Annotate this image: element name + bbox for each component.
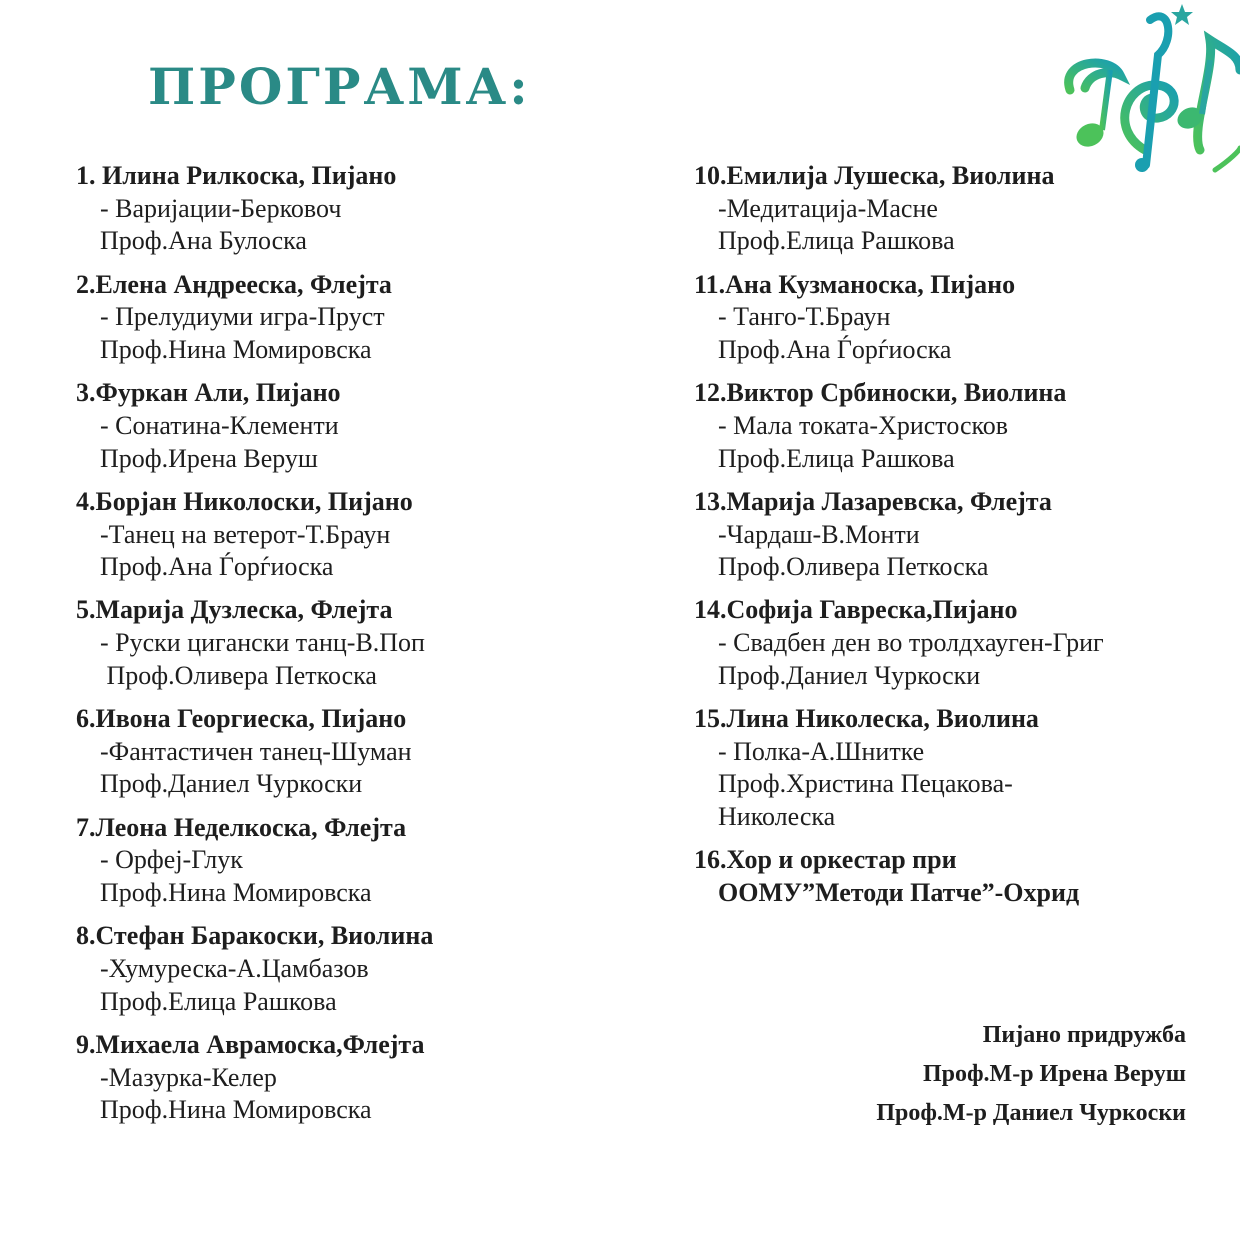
piece: - Мала токата-Христосков	[718, 410, 1009, 440]
piece: -Мазурка-Келер	[100, 1062, 277, 1092]
program-item	[76, 703, 636, 801]
teacher: Проф.Оливера Петкоска	[100, 660, 377, 690]
program-item	[76, 594, 636, 692]
program-item	[694, 703, 1214, 834]
piece: - Сонатина-Клементи	[100, 410, 339, 440]
performer: 1. Илина Рилкоска, Пијано	[76, 161, 397, 190]
program-item	[76, 486, 636, 584]
piece: -Медитација-Масне	[718, 193, 938, 223]
piece: -Фантастичен танец-Шуман	[100, 736, 412, 766]
teacher: Проф.Нина Момировска	[100, 335, 372, 365]
piece: - Полка-А.Шнитке	[718, 736, 925, 766]
program-item	[76, 377, 636, 475]
page-title: ПРОГРАМА:	[148, 57, 531, 116]
performer: 9.Михаела Аврамоска,Флејта	[76, 1029, 425, 1059]
program-column-right	[694, 160, 1214, 920]
piece: - Варијации-Берковоч	[100, 193, 342, 223]
performer: 7.Леона Неделкоска, Флејта	[76, 812, 407, 842]
star-icon	[1171, 4, 1193, 25]
program-item	[694, 377, 1214, 475]
piece: - Руски цигански танц-В.Поп	[100, 628, 425, 658]
piece: - Свадбен ден во тролдхауген-Григ	[718, 628, 1104, 658]
teacher: Проф.Даниел Чуркоски	[718, 660, 981, 690]
accompanist: Проф.М-р Даниел Чуркоски	[876, 1100, 1186, 1126]
teacher-continued: Николеска	[718, 802, 836, 832]
performer: 4.Борјан Николоски, Пијано	[76, 486, 413, 516]
performer: 8.Стефан Баракоски, Виолина	[76, 921, 434, 951]
accompanist: Проф.М-р Ирена Веруш	[922, 1061, 1186, 1087]
performer: 16.Хор и оркестар при	[694, 845, 957, 875]
piece: - Орфеј-Глук	[100, 845, 243, 875]
program-item	[76, 1029, 636, 1127]
piece: -Хумуреска-А.Цамбазов	[100, 953, 369, 983]
teacher: Проф.Даниел Чуркоски	[100, 769, 363, 799]
performer: 2.Елена Андреeска, Флејта	[76, 269, 392, 299]
program-item	[694, 486, 1214, 584]
piece: -Чардаш-В.Монти	[718, 519, 920, 549]
teacher: Проф.Христина Пецакова-	[718, 769, 1013, 799]
teacher: Проф.Нина Момировска	[100, 878, 372, 908]
program-item	[76, 812, 636, 910]
performer: 14.Софија Гавреска,Пијано	[694, 595, 1018, 625]
teacher: Проф.Ана Ѓорѓиоска	[718, 335, 952, 365]
piece: - Прелудиуми игра-Пруст	[100, 302, 385, 332]
performer: 6.Ивона Георгиеска, Пијано	[76, 704, 407, 734]
music-notes-icon	[1050, 0, 1240, 180]
program-item	[694, 160, 1214, 258]
program-item-choir	[694, 844, 1214, 909]
piano-accompaniment	[876, 1016, 1186, 1133]
teacher: Проф.Нина Момировска	[100, 1095, 372, 1125]
piece: -Танец на ветерот-Т.Браун	[100, 519, 391, 549]
program-item	[76, 920, 636, 1018]
performer: 10.Емилија Лушеска, Виолина	[694, 161, 1055, 190]
accompaniment-heading: Пијано придружба	[982, 1022, 1186, 1048]
performer: 15.Лина Николеска, Виолина	[694, 704, 1039, 734]
piece: - Танго-Т.Браун	[718, 302, 891, 332]
teacher: Проф.Оливера Петкоска	[718, 552, 989, 582]
performer: 11.Ана Кузманоска, Пијано	[694, 269, 1016, 299]
teacher: Проф.Ана Булоска	[100, 226, 307, 256]
program-column-left	[76, 160, 636, 1137]
program-item	[694, 269, 1214, 367]
teacher: Проф.Елица Рашкова	[100, 986, 337, 1016]
program-item	[76, 160, 636, 258]
performer: 12.Виктор Србиноски, Виолина	[694, 378, 1067, 408]
program-item	[76, 269, 636, 367]
performer: 5.Марија Дузлеска, Флејта	[76, 595, 393, 625]
teacher: Проф.Елица Рашкова	[718, 443, 955, 473]
choir-school: ООМУ”Методи Патче”-Охрид	[718, 878, 1080, 908]
program-item	[694, 594, 1214, 692]
teacher: Проф.Ана Ѓорѓиоска	[100, 552, 334, 582]
teacher: Проф.Елица Рашкова	[718, 226, 955, 256]
teacher: Проф.Ирена Веруш	[100, 443, 318, 473]
performer: 13.Марија Лазаревска, Флејта	[694, 486, 1052, 516]
performer: 3.Фуркан Али, Пијано	[76, 378, 341, 408]
